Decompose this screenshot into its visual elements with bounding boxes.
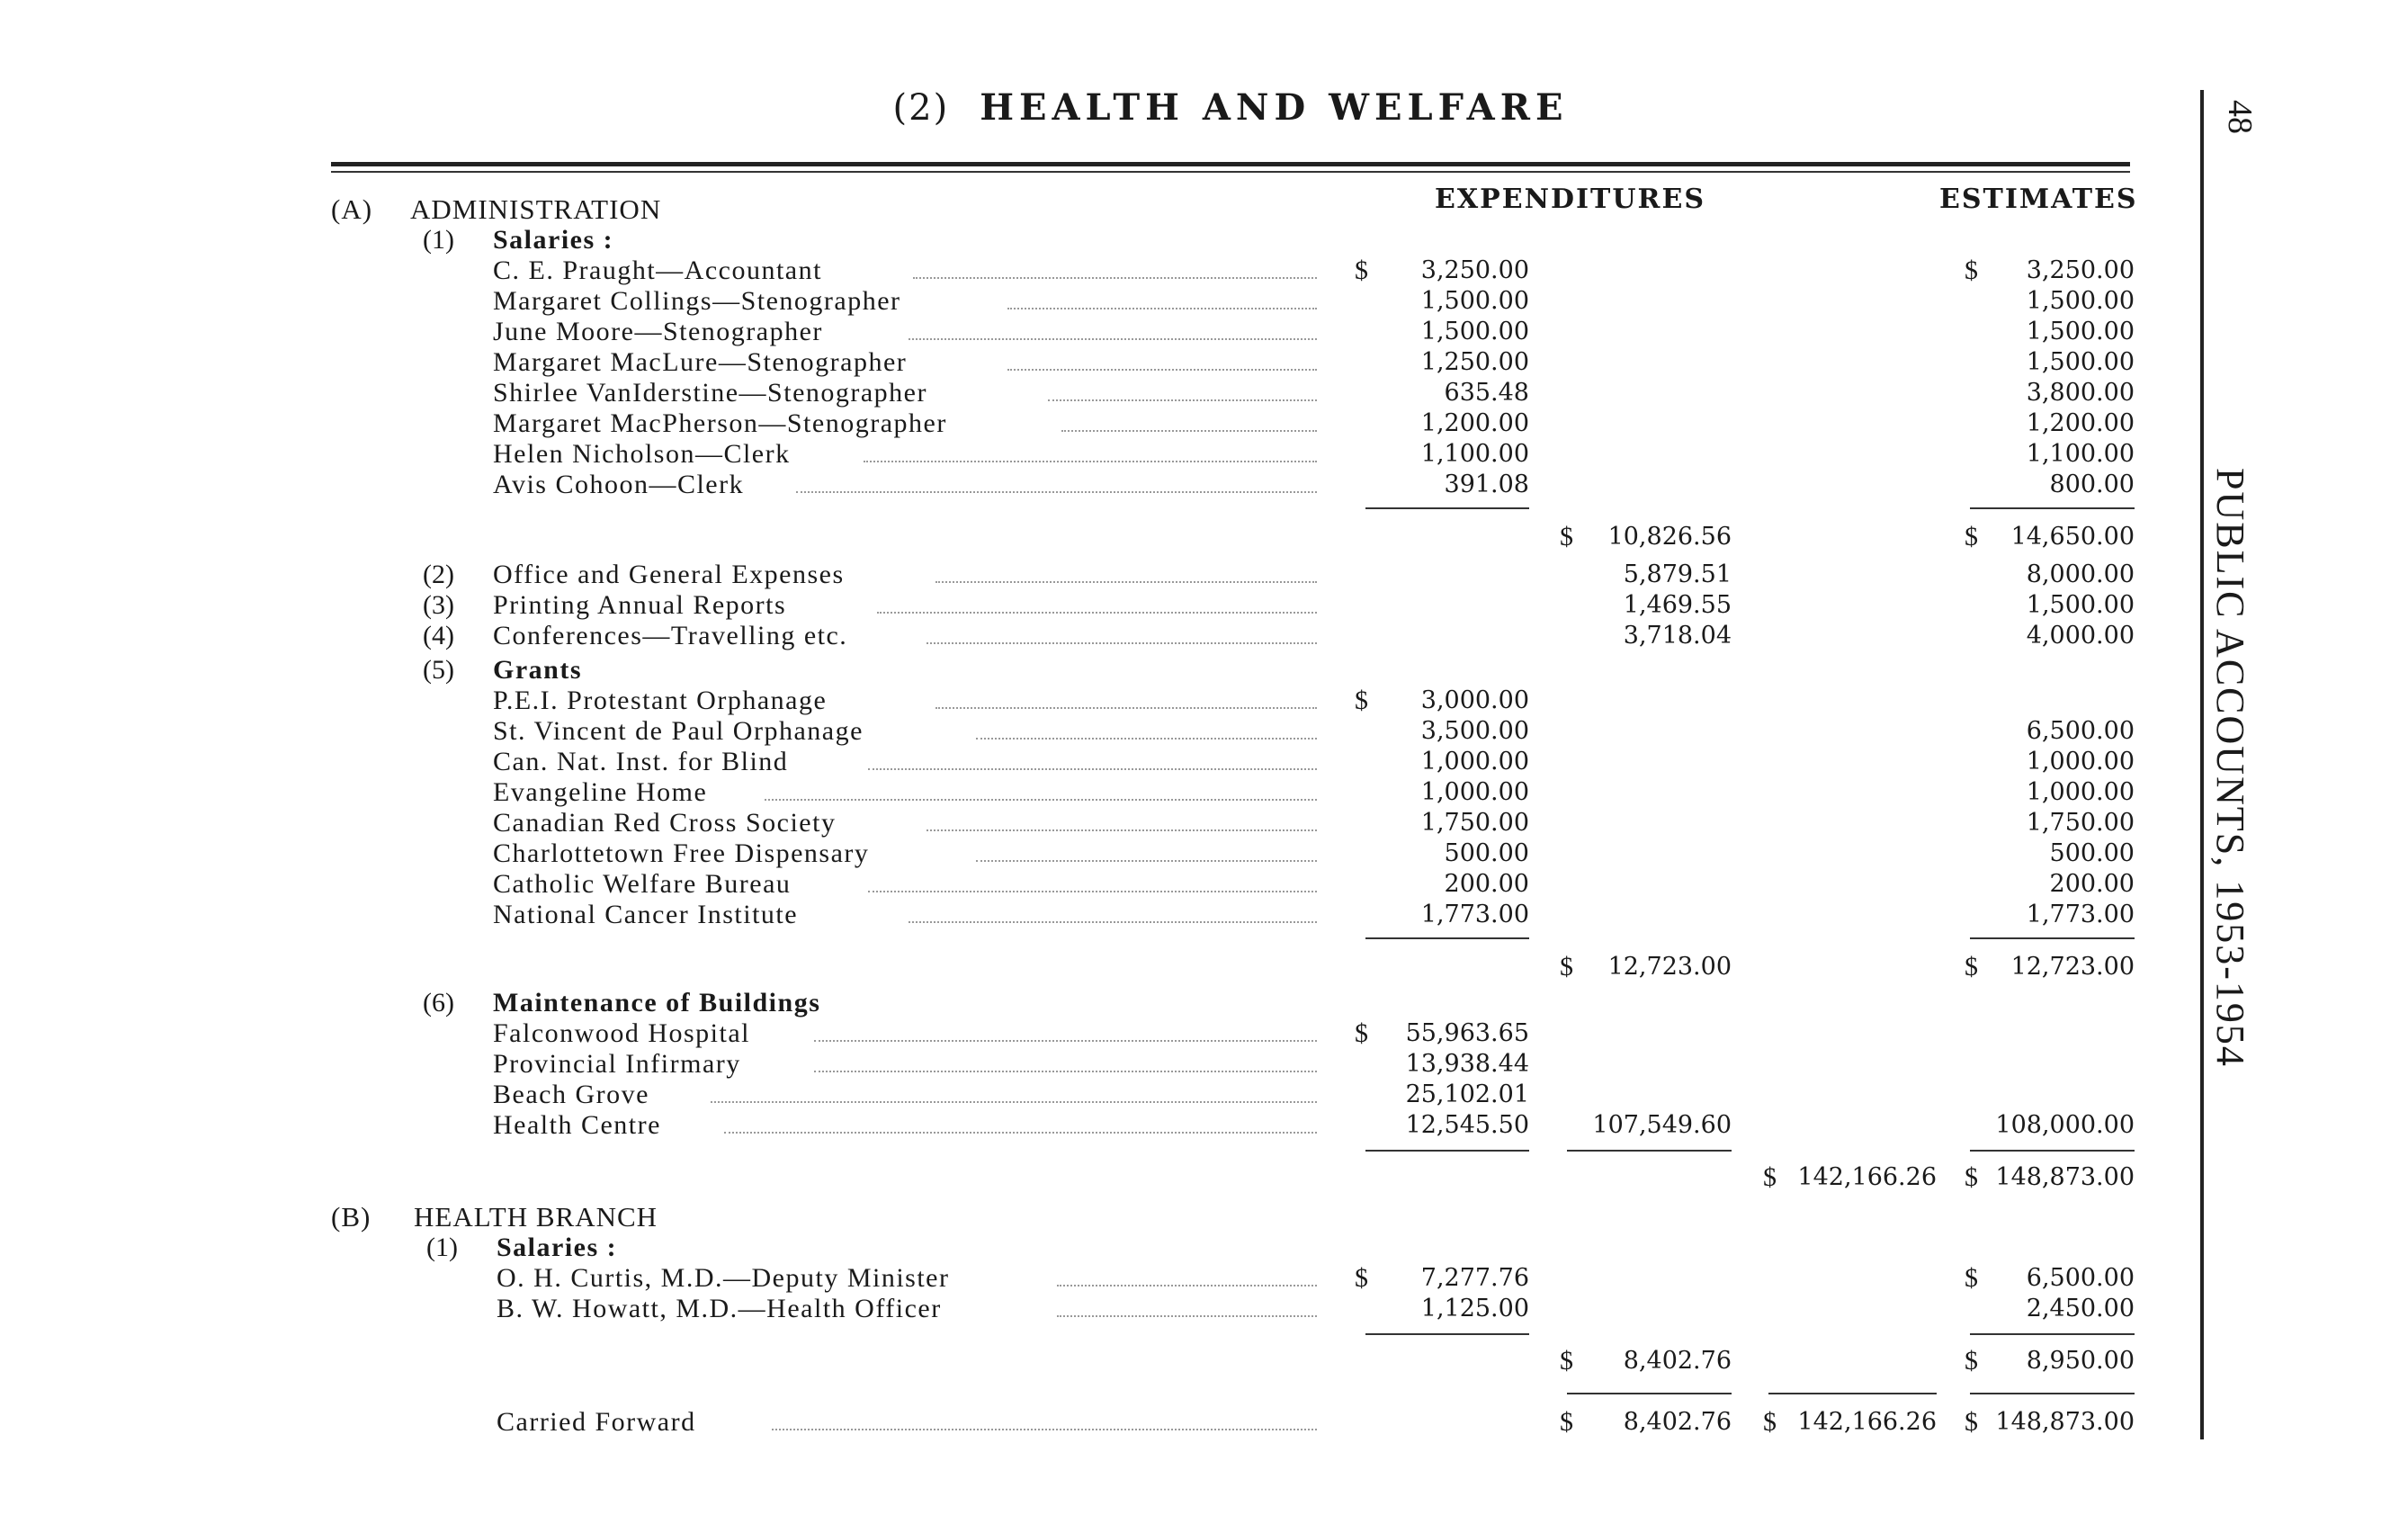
total-rule: [1567, 1393, 1732, 1394]
subtotal-amount: 107,549.60: [1592, 1111, 1732, 1139]
section-total-amount: 142,166.26: [1797, 1163, 1937, 1191]
dot-leader: [877, 612, 1317, 614]
currency-sign: $: [1763, 1162, 1777, 1192]
dot-leader: [1057, 1285, 1317, 1286]
estimate-amount: 1,773.00: [2026, 901, 2135, 928]
grants-heading-row: [0, 655, 2177, 686]
estimates-heading: ESTIMATES: [1939, 184, 2138, 215]
estimate-amount: 6,500.00: [2026, 717, 2135, 745]
dot-leader: [711, 1101, 1317, 1103]
line-label: Grants: [493, 655, 582, 685]
currency-sign: $: [1965, 1407, 1978, 1437]
line-code: (3): [423, 590, 454, 620]
dot-leader: [935, 707, 1317, 709]
subtotal-rule: [1970, 937, 2135, 939]
line-code: (1): [426, 1233, 458, 1262]
salaries-heading-row: [0, 225, 2177, 255]
dot-leader: [868, 768, 1317, 770]
currency-sign: $: [1965, 1346, 1978, 1376]
page-number: 48: [2221, 100, 2259, 134]
table-row: [0, 686, 2177, 716]
expenditure-amount: 1,500.00: [1420, 287, 1529, 315]
dot-leader: [913, 277, 1317, 279]
currency-sign: $: [1355, 1263, 1368, 1293]
expenditure-amount: 3,250.00: [1420, 256, 1529, 284]
expenditure-amount: 1,125.00: [1420, 1295, 1529, 1322]
expenditure-amount: 1,500.00: [1420, 318, 1529, 345]
currency-sign: $: [1560, 952, 1573, 982]
currency-sign: $: [1560, 522, 1573, 551]
expenditure-amount: 7,277.76: [1420, 1264, 1529, 1292]
currency-sign: $: [1965, 522, 1978, 551]
carried-forward-row: [0, 1407, 2177, 1438]
section-b-code: (B): [331, 1201, 371, 1233]
estimate-amount: 1,750.00: [2026, 809, 2135, 837]
dot-leader: [868, 891, 1317, 892]
section-number: (2): [892, 87, 950, 129]
dot-leader: [1048, 399, 1317, 401]
line-label: P.E.I. Protestant Orphanage: [493, 686, 828, 715]
subtotal-rule: [1970, 507, 2135, 509]
estimate-amount: 1,500.00: [2026, 348, 2135, 376]
table-row: [0, 286, 2177, 317]
line-label: Charlottetown Free Dispensary: [493, 838, 870, 868]
estimate-amount: 4,000.00: [2026, 622, 2135, 650]
currency-sign: $: [1965, 255, 1978, 285]
line-label: Margaret MacLure—Stenographer: [493, 347, 908, 377]
expenditure-amount: 635.48: [1444, 379, 1529, 407]
subtotal-row: [0, 522, 2177, 552]
table-row: [0, 560, 2177, 590]
table-row: [0, 716, 2177, 747]
estimate-amount: 1,000.00: [2026, 748, 2135, 775]
estimate-subtotal: 108,000.00: [1995, 1111, 2135, 1139]
line-label: Beach Grove: [493, 1080, 649, 1109]
subtotal-amount: 12,723.00: [1607, 953, 1732, 981]
table-row: [0, 408, 2177, 439]
dot-leader: [926, 642, 1317, 644]
dot-leader: [724, 1132, 1317, 1134]
line-label: National Cancer Institute: [493, 900, 799, 929]
estimate-amount: 3,250.00: [2026, 256, 2135, 284]
table-row: [0, 347, 2177, 378]
table-row: [0, 1263, 2177, 1294]
section-total-row: [0, 1162, 2177, 1193]
estimate-amount: 1,000.00: [2026, 778, 2135, 806]
line-label: Can. Nat. Inst. for Blind: [493, 747, 789, 776]
line-label: Salaries :: [497, 1233, 618, 1262]
dot-leader: [814, 1040, 1317, 1042]
table-row: [0, 1110, 2177, 1141]
estimate-amount: 800.00: [2049, 471, 2135, 498]
subtotal-rule: [1970, 1150, 2135, 1152]
expenditure-amount: 1,000.00: [1420, 748, 1529, 775]
table-row: [0, 747, 2177, 777]
estimate-amount: 8,000.00: [2026, 560, 2135, 588]
salaries-heading-row: [0, 1233, 2177, 1263]
expenditure-amount: 13,938.44: [1405, 1050, 1529, 1078]
expenditure-amount: 5,879.51: [1623, 560, 1732, 588]
estimate-amount: 1,100.00: [2026, 440, 2135, 468]
expenditure-amount: 1,000.00: [1420, 778, 1529, 806]
table-row: [0, 777, 2177, 808]
line-label: Evangeline Home: [493, 777, 708, 807]
expenditure-amount: 391.08: [1444, 471, 1529, 498]
subtotal-rule: [1365, 937, 1529, 939]
expenditure-amount: 55,963.65: [1405, 1019, 1529, 1047]
line-label: B. W. Howatt, M.D.—Health Officer: [497, 1294, 942, 1323]
currency-sign: $: [1965, 1263, 1978, 1293]
expenditure-amount: 1,250.00: [1420, 348, 1529, 376]
estimate-amount: 500.00: [2049, 839, 2135, 867]
table-row: [0, 1080, 2177, 1110]
page-title: [331, 86, 2130, 129]
line-label: Helen Nicholson—Clerk: [493, 439, 791, 469]
line-label: Office and General Expenses: [493, 560, 845, 589]
subtotal-rule: [1365, 1150, 1529, 1152]
dot-leader: [1061, 430, 1317, 432]
table-row: [0, 808, 2177, 838]
expenditure-amount: 1,200.00: [1420, 409, 1529, 437]
table-row: [0, 1018, 2177, 1049]
line-label: Salaries :: [493, 225, 614, 255]
currency-sign: $: [1965, 1162, 1978, 1192]
line-label: Falconwood Hospital: [493, 1018, 750, 1048]
currency-sign: $: [1560, 1346, 1573, 1376]
expenditure-amount: 1,469.55: [1623, 591, 1732, 619]
line-label: Shirlee VanIderstine—Stenographer: [493, 378, 927, 408]
table-row: [0, 590, 2177, 621]
table-row: [0, 1049, 2177, 1080]
dot-leader: [909, 921, 1317, 923]
dot-leader: [926, 829, 1317, 831]
estimate-amount: 1,200.00: [2026, 409, 2135, 437]
table-row: [0, 470, 2177, 500]
carried-forward-amount: 142,166.26: [1797, 1408, 1937, 1436]
dot-leader: [864, 461, 1317, 462]
line-label: Printing Annual Reports: [493, 590, 787, 620]
line-code: (1): [423, 225, 454, 255]
line-label: Catholic Welfare Bureau: [493, 869, 792, 899]
carried-forward-amount: 8,402.76: [1623, 1408, 1732, 1436]
table-row: [0, 317, 2177, 347]
line-label: Margaret Collings—Stenographer: [493, 286, 901, 316]
table-row: [0, 838, 2177, 869]
table-row: [0, 439, 2177, 470]
section-title: HEALTH AND WELFARE: [980, 86, 1569, 129]
line-code: (6): [423, 988, 454, 1017]
expenditure-amount: 3,718.04: [1623, 622, 1732, 650]
expenditure-amount: 12,545.50: [1405, 1111, 1529, 1139]
currency-sign: $: [1355, 1018, 1368, 1048]
expenditure-amount: 3,500.00: [1420, 717, 1529, 745]
subtotal-rule: [1567, 1150, 1732, 1152]
line-label: June Moore—Stenographer: [493, 317, 823, 346]
expenditure-amount: 3,000.00: [1420, 686, 1529, 714]
table-row: [0, 900, 2177, 930]
maintenance-heading-row: [0, 988, 2177, 1018]
dot-leader: [976, 738, 1317, 740]
table-row: [0, 378, 2177, 408]
line-label: Conferences—Travelling etc.: [493, 621, 848, 650]
line-label: Margaret MacPherson—Stenographer: [493, 408, 947, 438]
estimate-amount: 2,450.00: [2026, 1295, 2135, 1322]
expenditure-amount: 1,773.00: [1420, 901, 1529, 928]
line-label: Avis Cohoon—Clerk: [493, 470, 745, 499]
line-code: (4): [423, 621, 454, 650]
subtotal-rule: [1365, 1333, 1529, 1335]
margin-rule: [2200, 90, 2204, 1439]
section-b-title: HEALTH BRANCH: [414, 1201, 658, 1233]
line-label: St. Vincent de Paul Orphanage: [493, 716, 864, 746]
currency-sign: $: [1763, 1407, 1777, 1437]
line-label: Canadian Red Cross Society: [493, 808, 837, 838]
estimate-amount: 6,500.00: [2026, 1264, 2135, 1292]
estimate-section-total: 148,873.00: [1995, 1163, 2135, 1191]
estimate-subtotal: 8,950.00: [2026, 1347, 2135, 1375]
estimate-amount: 1,500.00: [2026, 318, 2135, 345]
line-label: Health Centre: [493, 1110, 661, 1140]
total-rule: [1768, 1393, 1937, 1394]
carried-forward-label: Carried Forward: [497, 1407, 696, 1437]
expenditure-amount: 500.00: [1444, 839, 1529, 867]
table-row: [0, 869, 2177, 900]
currency-sign: $: [1965, 952, 1978, 982]
expenditure-amount: 200.00: [1444, 870, 1529, 898]
header-rule: [331, 162, 2130, 166]
dot-leader: [1007, 369, 1317, 371]
line-label: O. H. Curtis, M.D.—Deputy Minister: [497, 1263, 950, 1293]
dot-leader: [1007, 308, 1317, 309]
currency-sign: $: [1355, 686, 1368, 715]
estimate-subtotal: 12,723.00: [2010, 953, 2135, 981]
expenditures-heading: EXPENDITURES: [1435, 184, 1705, 215]
line-code: (2): [423, 560, 454, 589]
estimate-subtotal: 14,650.00: [2010, 523, 2135, 551]
table-row: [0, 621, 2177, 651]
subtotal-amount: 10,826.56: [1607, 523, 1732, 551]
expenditure-amount: 1,100.00: [1420, 440, 1529, 468]
dot-leader: [772, 1429, 1317, 1430]
subtotal-rule: [1365, 507, 1529, 509]
total-rule: [1970, 1393, 2135, 1394]
section-a-code: (A): [331, 193, 373, 225]
subtotal-row: [0, 1346, 2177, 1376]
dot-leader: [1057, 1315, 1317, 1317]
subtotal-amount: 8,402.76: [1623, 1347, 1732, 1375]
estimate-amount: 3,800.00: [2026, 379, 2135, 407]
expenditure-amount: 25,102.01: [1405, 1080, 1529, 1108]
currency-sign: $: [1560, 1407, 1573, 1437]
currency-sign: $: [1355, 255, 1368, 285]
dot-leader: [976, 860, 1317, 862]
table-row: [0, 1294, 2177, 1324]
estimate-amount: 1,500.00: [2026, 287, 2135, 315]
table-row: [0, 255, 2177, 286]
dot-leader: [935, 581, 1317, 583]
line-label: Provincial Infirmary: [493, 1049, 741, 1079]
line-label: C. E. Praught—Accountant: [493, 255, 822, 285]
dot-leader: [765, 799, 1317, 801]
dot-leader: [814, 1071, 1317, 1072]
estimate-amount: 200.00: [2049, 870, 2135, 898]
subtotal-row: [0, 952, 2177, 982]
section-a-title: ADMINISTRATION: [410, 193, 662, 225]
estimate-amount: 1,500.00: [2026, 591, 2135, 619]
header-rule-thin: [331, 171, 2130, 173]
expenditure-amount: 1,750.00: [1420, 809, 1529, 837]
dot-leader: [909, 338, 1317, 340]
running-side-title: PUBLIC ACCOUNTS, 1953-1954: [2208, 468, 2252, 1068]
line-label: Maintenance of Buildings: [493, 988, 821, 1017]
carried-forward-estimate: 148,873.00: [1995, 1408, 2135, 1436]
line-code: (5): [423, 655, 454, 685]
subtotal-rule: [1970, 1333, 2135, 1335]
dot-leader: [796, 491, 1317, 493]
